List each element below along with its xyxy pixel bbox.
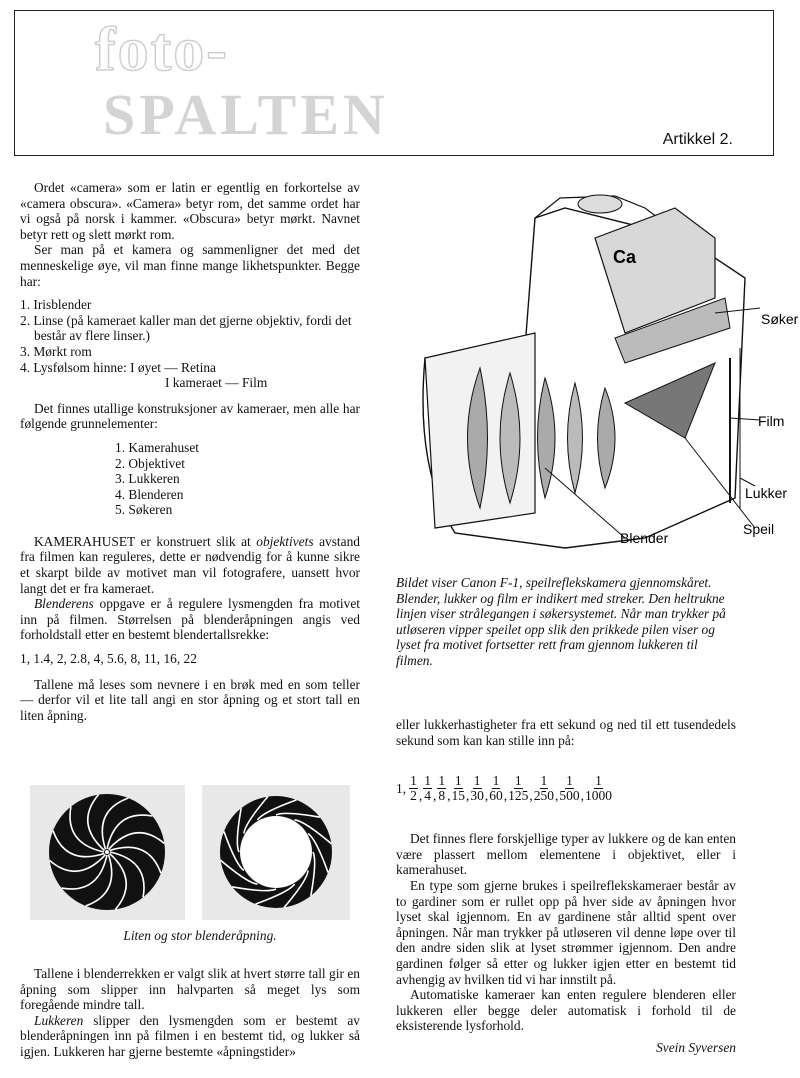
- article-number: Artikkel 2.: [662, 131, 733, 148]
- list-item: 5. Søkeren: [115, 502, 173, 518]
- left-column-lower: [20, 966, 360, 1060]
- list-item: 1. Irisblender: [20, 297, 92, 313]
- list-item: 4. Blenderen: [115, 486, 184, 502]
- speed-fraction: $\frac{1}{15}$: [451, 773, 465, 804]
- right-column: [396, 717, 736, 1056]
- speed-fraction: $\frac{1}{2}$: [410, 773, 417, 804]
- list-item: 3. Lukkeren: [115, 471, 180, 487]
- label-blender: Blender: [620, 530, 669, 546]
- shutter-dial-icon: [578, 195, 622, 213]
- blender-leader-line: [545, 468, 625, 538]
- left-column: [20, 180, 360, 723]
- mirror-icon: [625, 363, 715, 438]
- brand-mark: Ca: [613, 247, 637, 267]
- fstop-series: 1, 1.4, 2, 2.8, 4, 5.6, 8, 11, 16, 22: [20, 651, 197, 667]
- list-item: 2. Objektivet: [115, 455, 185, 471]
- list-item: 2. Linse (på kameraet kaller man det gjerne objektiv, fordi det består av flere linser.): [20, 312, 352, 344]
- blenderrekke-paragraph: Tallene i blenderrekken er valgt slik at hvert større tall gir en åpning som slipper inn halvparten så meget lys som foregående mindre tall.: [20, 966, 360, 1013]
- speed-fraction: $\frac{1}{125}$: [508, 773, 529, 804]
- kamerahuset-em: objektivets: [256, 533, 314, 549]
- kamerahuset-lead: KAMERAHUSET er konstruert slik at: [34, 533, 251, 549]
- camera-cutaway-diagram: [385, 168, 800, 563]
- speed-fraction: $\frac{1}{4}$: [424, 773, 431, 804]
- label-lukker: Lukker: [745, 485, 788, 501]
- elements-list: [115, 440, 360, 518]
- speed-fraction: $\frac{1}{250}$: [533, 773, 554, 804]
- speil-leader-line: [685, 438, 755, 528]
- automatic-paragraph: Automatiske kameraer kan enten regulere blenderen eller lukkeren eller begge deler automatisk i forhold til de eksisterende lysforhold.: [396, 987, 736, 1034]
- aperture-caption: Liten og stor blenderåpning.: [123, 928, 277, 943]
- speed-fraction: $\frac{1}{8}$: [438, 773, 446, 804]
- film-leader-line: [730, 418, 760, 420]
- speed-lead: 1,: [396, 780, 407, 796]
- blender-em: Blenderens: [34, 596, 94, 612]
- speed-fraction: $\frac{1}{500}$: [559, 773, 580, 804]
- header-banner: [14, 10, 774, 156]
- intro-paragraph: Ordet «camera» som er latin er egentlig en forkortelse av «camera obscura». «Camera» betyr rom, det samme ordet har vi også på norsk i kammer. «Obscura» betyr mørkt. Navnet betyr rett og slett mørkt rom.: [20, 180, 360, 242]
- list-item: 1. Kamerahuset: [115, 439, 200, 455]
- label-soker: Søker: [761, 311, 799, 327]
- label-film: Film: [758, 413, 785, 429]
- logo-spalten: SPALTEN: [103, 82, 389, 147]
- curtain-shutter-paragraph: En type som gjerne brukes i speilreflekskameraer består av to gardiner som er rullet opp på hver side av åpningen hvor lyset skal igjennom. En av gardinene står alltid spent over åpningen. Når man trykker på utløseren vil denne løpe over til den andre siden slik at lyset strømmer igjennom. Den andre gardinen følger så etter og lukker igjen etter en bestemt tid avhengig av hvilken tid vi har innstilt på.: [396, 877, 736, 987]
- fraction-paragraph: Tallene må leses som nevnere i en brøk med en som teller — derfor vil et lite tall angi en stor åpning og et stort tall en liten åpning.: [20, 676, 360, 723]
- speed-fraction: $\frac{1}{60}$: [489, 773, 503, 804]
- small-aperture-icon: [49, 794, 165, 910]
- list-item: 3. Mørkt rom: [20, 343, 92, 359]
- large-aperture-icon: [220, 796, 332, 908]
- label-speil: Speil: [743, 521, 775, 537]
- aperture-illustration: [30, 785, 350, 920]
- shutter-speed-series: [396, 774, 736, 803]
- author: Svein Syversen: [656, 1039, 736, 1055]
- blender-rest: oppgave er å regulere lysmengden fra motivet inn på filmen. Størrelsen på blenderåpningen angis ved forholdstall etter en bestemt blendertallsrekke:: [20, 596, 360, 643]
- diagram-caption: Bildet viser Canon F-1, speilreflekskamera gjennomskåret. Blender, lukker og film er indikert med streker. Den heltrukne linjen viser strålegangen i søkersystemet. Når man trykker på utløseren vipper speilet opp slik den prikkede pilen viser og lyset fra motivet fortsetter rett fram gjennom lukkeren til filmen.: [396, 575, 726, 668]
- logo-foto: foto-: [95, 16, 229, 84]
- kamerahuset-paragraph: [20, 534, 360, 596]
- blender-paragraph: [20, 596, 360, 643]
- lens-element-icon: [598, 388, 616, 488]
- list-item: I kameraet — Film: [165, 375, 268, 391]
- lukkeren-rest: slipper den lysmengden som er bestemt av blenderåpningen inn på filmen i en bestemt tid, og lukker så igjen. Lukkeren har gjerne bestemte «åpningstider»: [20, 1012, 360, 1059]
- comparison-list: [20, 297, 360, 391]
- shutter-types-paragraph: Det finnes flere forskjellige typer av lukkere og de kan enten være plassert mellom elementene i objektivet, eller i kamerahuset.: [396, 831, 736, 878]
- speed-fraction: $\frac{1}{30}$: [470, 773, 484, 804]
- lens-element-icon: [568, 383, 583, 493]
- eye-comparison-paragraph: Ser man på et kamera og sammenligner det med det menneskelige øye, vil man finne mange likhetspunkter. Begge har:: [20, 242, 360, 289]
- lukkeren-paragraph: [20, 1013, 360, 1060]
- elements-intro: Det finnes utallige konstruksjoner av kameraer, men alle har følgende grunnelementer:: [20, 400, 360, 432]
- kamerahuset-rest: avstand fra filmen kan reguleres, dette er nødvendig for å kunne sikre et skarpt bilde av motivet man vil fotografere, uansett hvor langt det er fra kameraet.: [20, 533, 360, 596]
- speed-fractions: $\frac{1}{2}$ , $\frac{1}{4}$ , $\frac{1}{8}$ , $\frac{1}{15}$ , $\frac{1}{30}$ , $\frac{1}{60}$ , $\frac{1}{125}$ , $\frac{1}{250}$ , $\frac{1}{500}$ , $\frac{1}{1000}$: [410, 773, 612, 804]
- shutter-speed-paragraph: eller lukkerhastigheter fra ett sekund og ned til ett tusendedels sekund som kan kan stille inn på:: [396, 717, 736, 748]
- lukkeren-em: Lukkeren: [34, 1012, 84, 1028]
- list-item: 4. Lysfølsom hinne: I øyet — Retina: [20, 359, 217, 375]
- lens-element-icon: [538, 378, 556, 498]
- speed-fraction: $\frac{1}{1000}$: [585, 773, 612, 804]
